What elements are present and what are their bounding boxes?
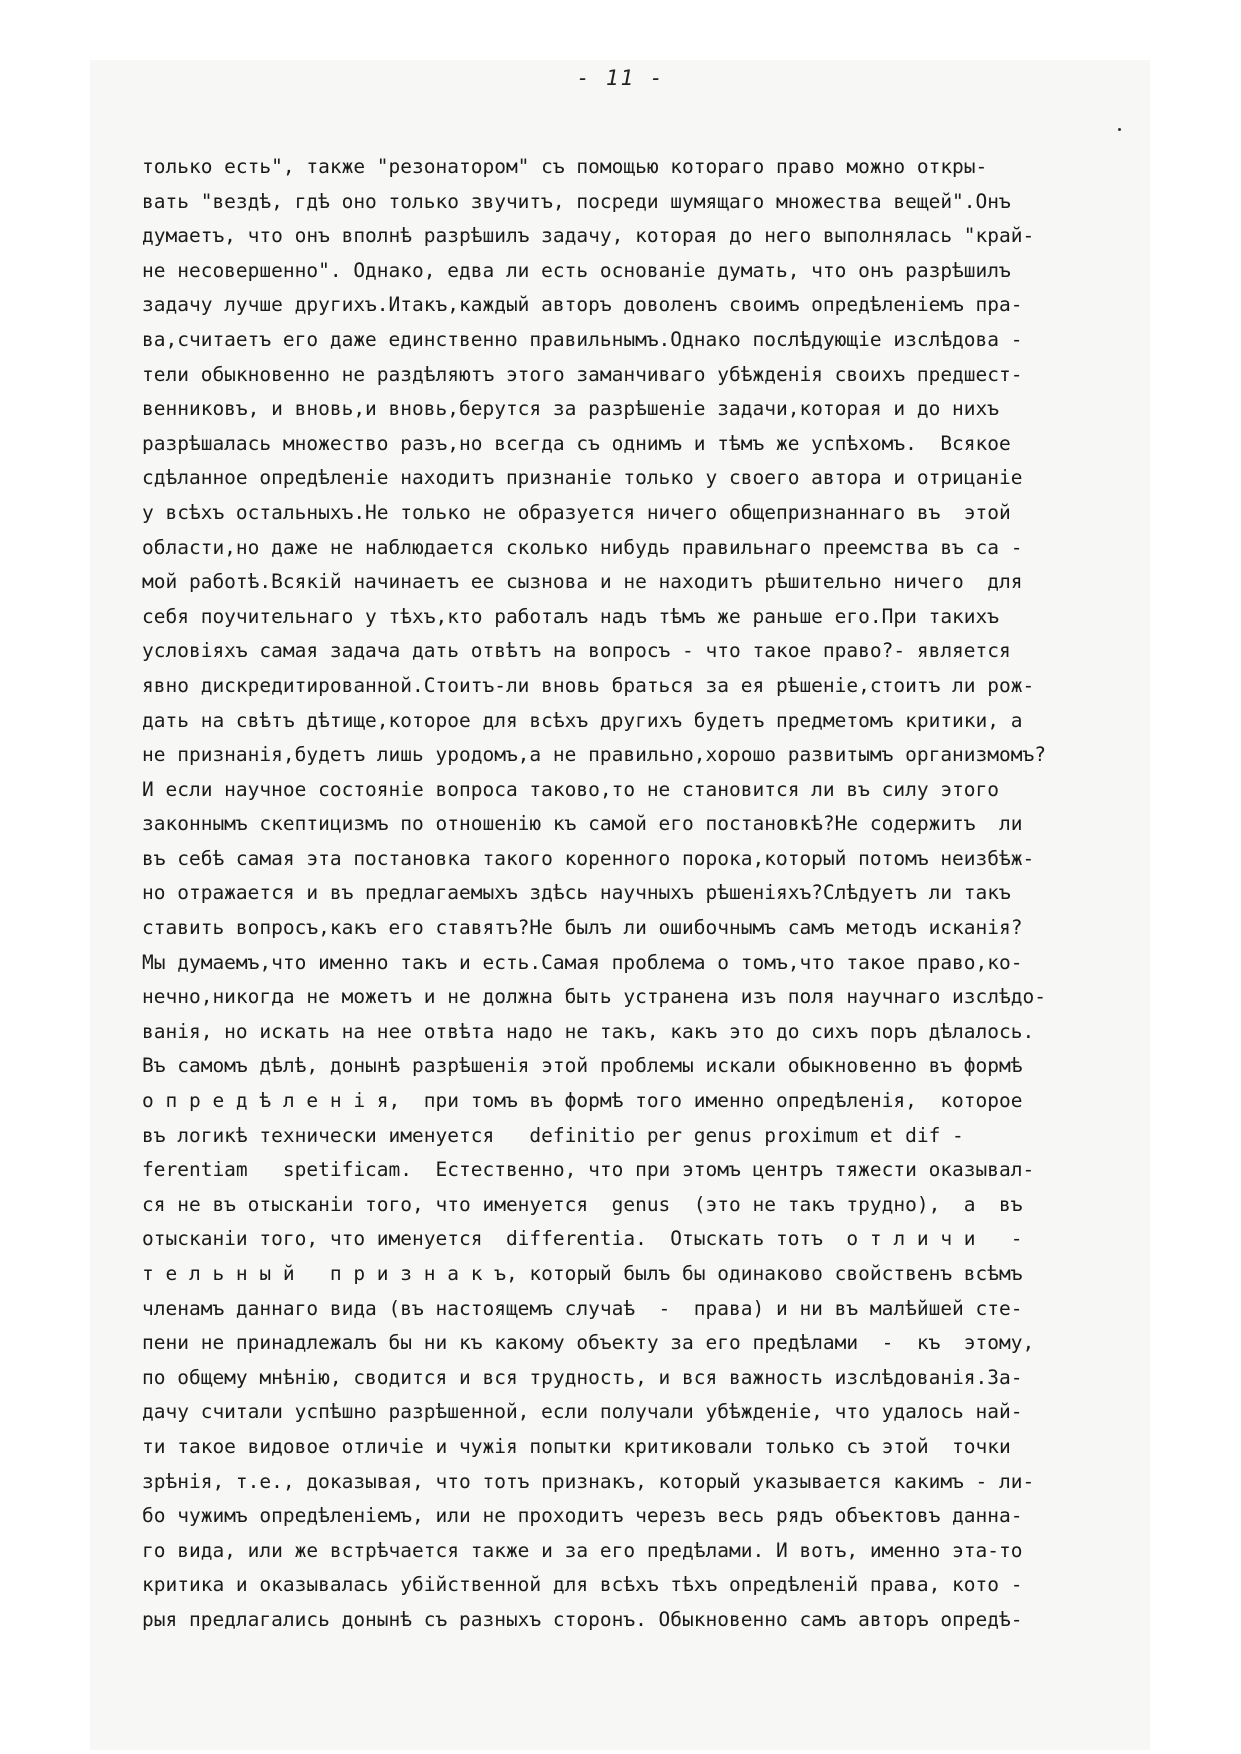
text-line: сдѣланное опредѣленіе находитъ признаніе только у своего автора и отрицаніе	[142, 466, 1023, 490]
text-line: ставить вопросъ,какъ его ставятъ?Не былъ ли ошибочнымъ самъ методъ исканія?	[142, 916, 1023, 940]
text-line: о п р е д ѣ л е н і я, при томъ въ формѣ того именно опредѣленія, которое	[142, 1089, 1023, 1113]
text-line: пени не принадлежалъ бы ни къ какому объекту за его предѣлами - къ этому,	[142, 1331, 1035, 1355]
text-line: зрѣнія, т.е., доказывая, что тотъ признакъ, который указывается какимъ - ли-	[142, 1469, 1035, 1493]
text-line: бо чужимъ опредѣленіемъ, или не проходитъ черезъ весь рядъ объектовъ данна-	[142, 1504, 1023, 1528]
text-line: не несовершенно". Однако, едва ли есть основаніе думать, что онъ разрѣшилъ	[142, 258, 1011, 282]
text-line: дать на свѣтъ дѣтище,которое для всѣхъ другихъ будетъ предметомъ критики, а	[142, 708, 1023, 732]
text-line: области,но даже не наблюдается сколько нибудь правильнаго преемства въ са -	[142, 535, 1023, 559]
text-line: думаетъ, что онъ вполнѣ разрѣшилъ задачу, которая до него выполнялась "край-	[142, 224, 1035, 248]
text-line: разрѣшалась множество разъ,но всегда съ однимъ и тѣмъ же успѣхомъ. Всякое	[142, 431, 1011, 455]
text-line: ти такое видовое отличіе и чужія попытки критиковали только съ этой точки	[142, 1434, 1011, 1458]
text-line: венниковъ, и вновь,и вновь,берутся за разрѣшеніе задачи,которая и до нихъ	[142, 397, 1000, 421]
text-line: го вида, или же встрѣчается также и за его предѣлами. И вотъ, именно эта-то	[142, 1538, 1023, 1562]
text-line: задачу лучше другихъ.Итакъ,каждый авторъ доволенъ своимъ опредѣленіемъ пра-	[142, 293, 1023, 317]
text-line: условіяхъ самая задача дать отвѣтъ на вопросъ - что такое право?- является	[142, 639, 1011, 663]
text-line: дачу считали успѣшно разрѣшенной, если получали убѣжденіе, что удалось най-	[142, 1400, 1023, 1424]
text-line: Въ самомъ дѣлѣ, донынѣ разрѣшенія этой проблемы искали обыкновенно въ формѣ	[142, 1054, 1023, 1078]
text-line: но отражается и въ предлагаемыхъ здѣсь научныхъ рѣшеніяхъ?Слѣдуетъ ли такъ	[142, 881, 1011, 905]
text-line: въ логикѣ технически именуется definitio per genus proximum et dif -	[142, 1123, 964, 1147]
page-number: - 11 -	[576, 66, 665, 90]
text-line: по общему мнѣнію, сводится и вся трудность, и вся важность изслѣдованія.За-	[142, 1365, 1023, 1389]
text-line: ся не въ отысканіи того, что именуется genus (это не такъ трудно), а въ	[142, 1192, 1023, 1216]
text-line: мой работѣ.Всякій начинаетъ ее сызнова и не находитъ рѣшительно ничего для	[142, 570, 1023, 594]
text-line: въ себѣ самая эта постановка такого коренного порока,который потомъ неизбѣж-	[142, 846, 1035, 870]
text-line: ferentiam spetificam. Естественно, что при этомъ центръ тяжести оказывал-	[142, 1158, 1035, 1182]
text-line: у всѣхъ остальныхъ.Не только не образуется ничего общепризнаннаго въ этой	[142, 500, 1011, 524]
text-line: И если научное состояніе вопроса таково,то не становится ли въ силу этого	[142, 777, 1000, 801]
text-line: ванія, но искать на нее отвѣта надо не такъ, какъ это до сихъ поръ дѣлалось.	[142, 1019, 1035, 1043]
text-line: себя поучительнаго у тѣхъ,кто работалъ надъ тѣмъ же раньше его.При такихъ	[142, 604, 1000, 628]
text-line: ва,считаетъ его даже единственно правильнымъ.Однако послѣдующіе изслѣдова -	[142, 327, 1023, 351]
body-text	[142, 150, 1152, 1638]
text-line: рыя предлагались донынѣ съ разныхъ сторонъ. Обыкновенно самъ авторъ опредѣ-	[142, 1607, 1023, 1631]
text-line: членамъ даннаго вида (въ настоящемъ случаѣ - права) и ни въ малѣйшей сте-	[142, 1296, 1023, 1320]
text-line: только есть", также "резонатором" съ помощью котораго право можно откры-	[142, 155, 988, 178]
text-line: нечно,никогда не можетъ и не должна быть устранена изъ поля научнаго изслѣдо-	[142, 985, 1046, 1009]
text-line: критика и оказывалась убійственной для всѣхъ тѣхъ опредѣленій права, кото -	[142, 1573, 1023, 1597]
text-line: Мы думаемъ,что именно такъ и есть.Самая проблема о томъ,что такое право,ко-	[142, 950, 1023, 974]
text-line: вать "вездѣ, гдѣ оно только звучитъ, посреди шумящаго множества вещей".Онъ	[142, 189, 1011, 213]
text-line: законнымъ скептицизмъ по отношенію къ самой его постановкѣ?Не содержитъ ли	[142, 812, 1023, 836]
text-line: явно дискредитированной.Стоитъ-ли вновь браться за ея рѣшеніе,стоитъ ли рож-	[142, 673, 1035, 697]
text-line: не признанія,будетъ лишь уродомъ,а не правильно,хорошо развитымъ организмомъ?	[142, 743, 1046, 767]
text-line: т е л ь н ы й п р и з н а к ъ, который былъ бы одинаково свойственъ всѣмъ	[142, 1262, 1023, 1285]
speck-mark	[1118, 128, 1121, 131]
text-line: отысканіи того, что именуется differentia. Отыскать тотъ о т л и ч и -	[142, 1227, 1023, 1251]
text-line: тели обыкновенно не раздѣляютъ этого заманчиваго убѣжденія своихъ предшест-	[142, 362, 1023, 386]
